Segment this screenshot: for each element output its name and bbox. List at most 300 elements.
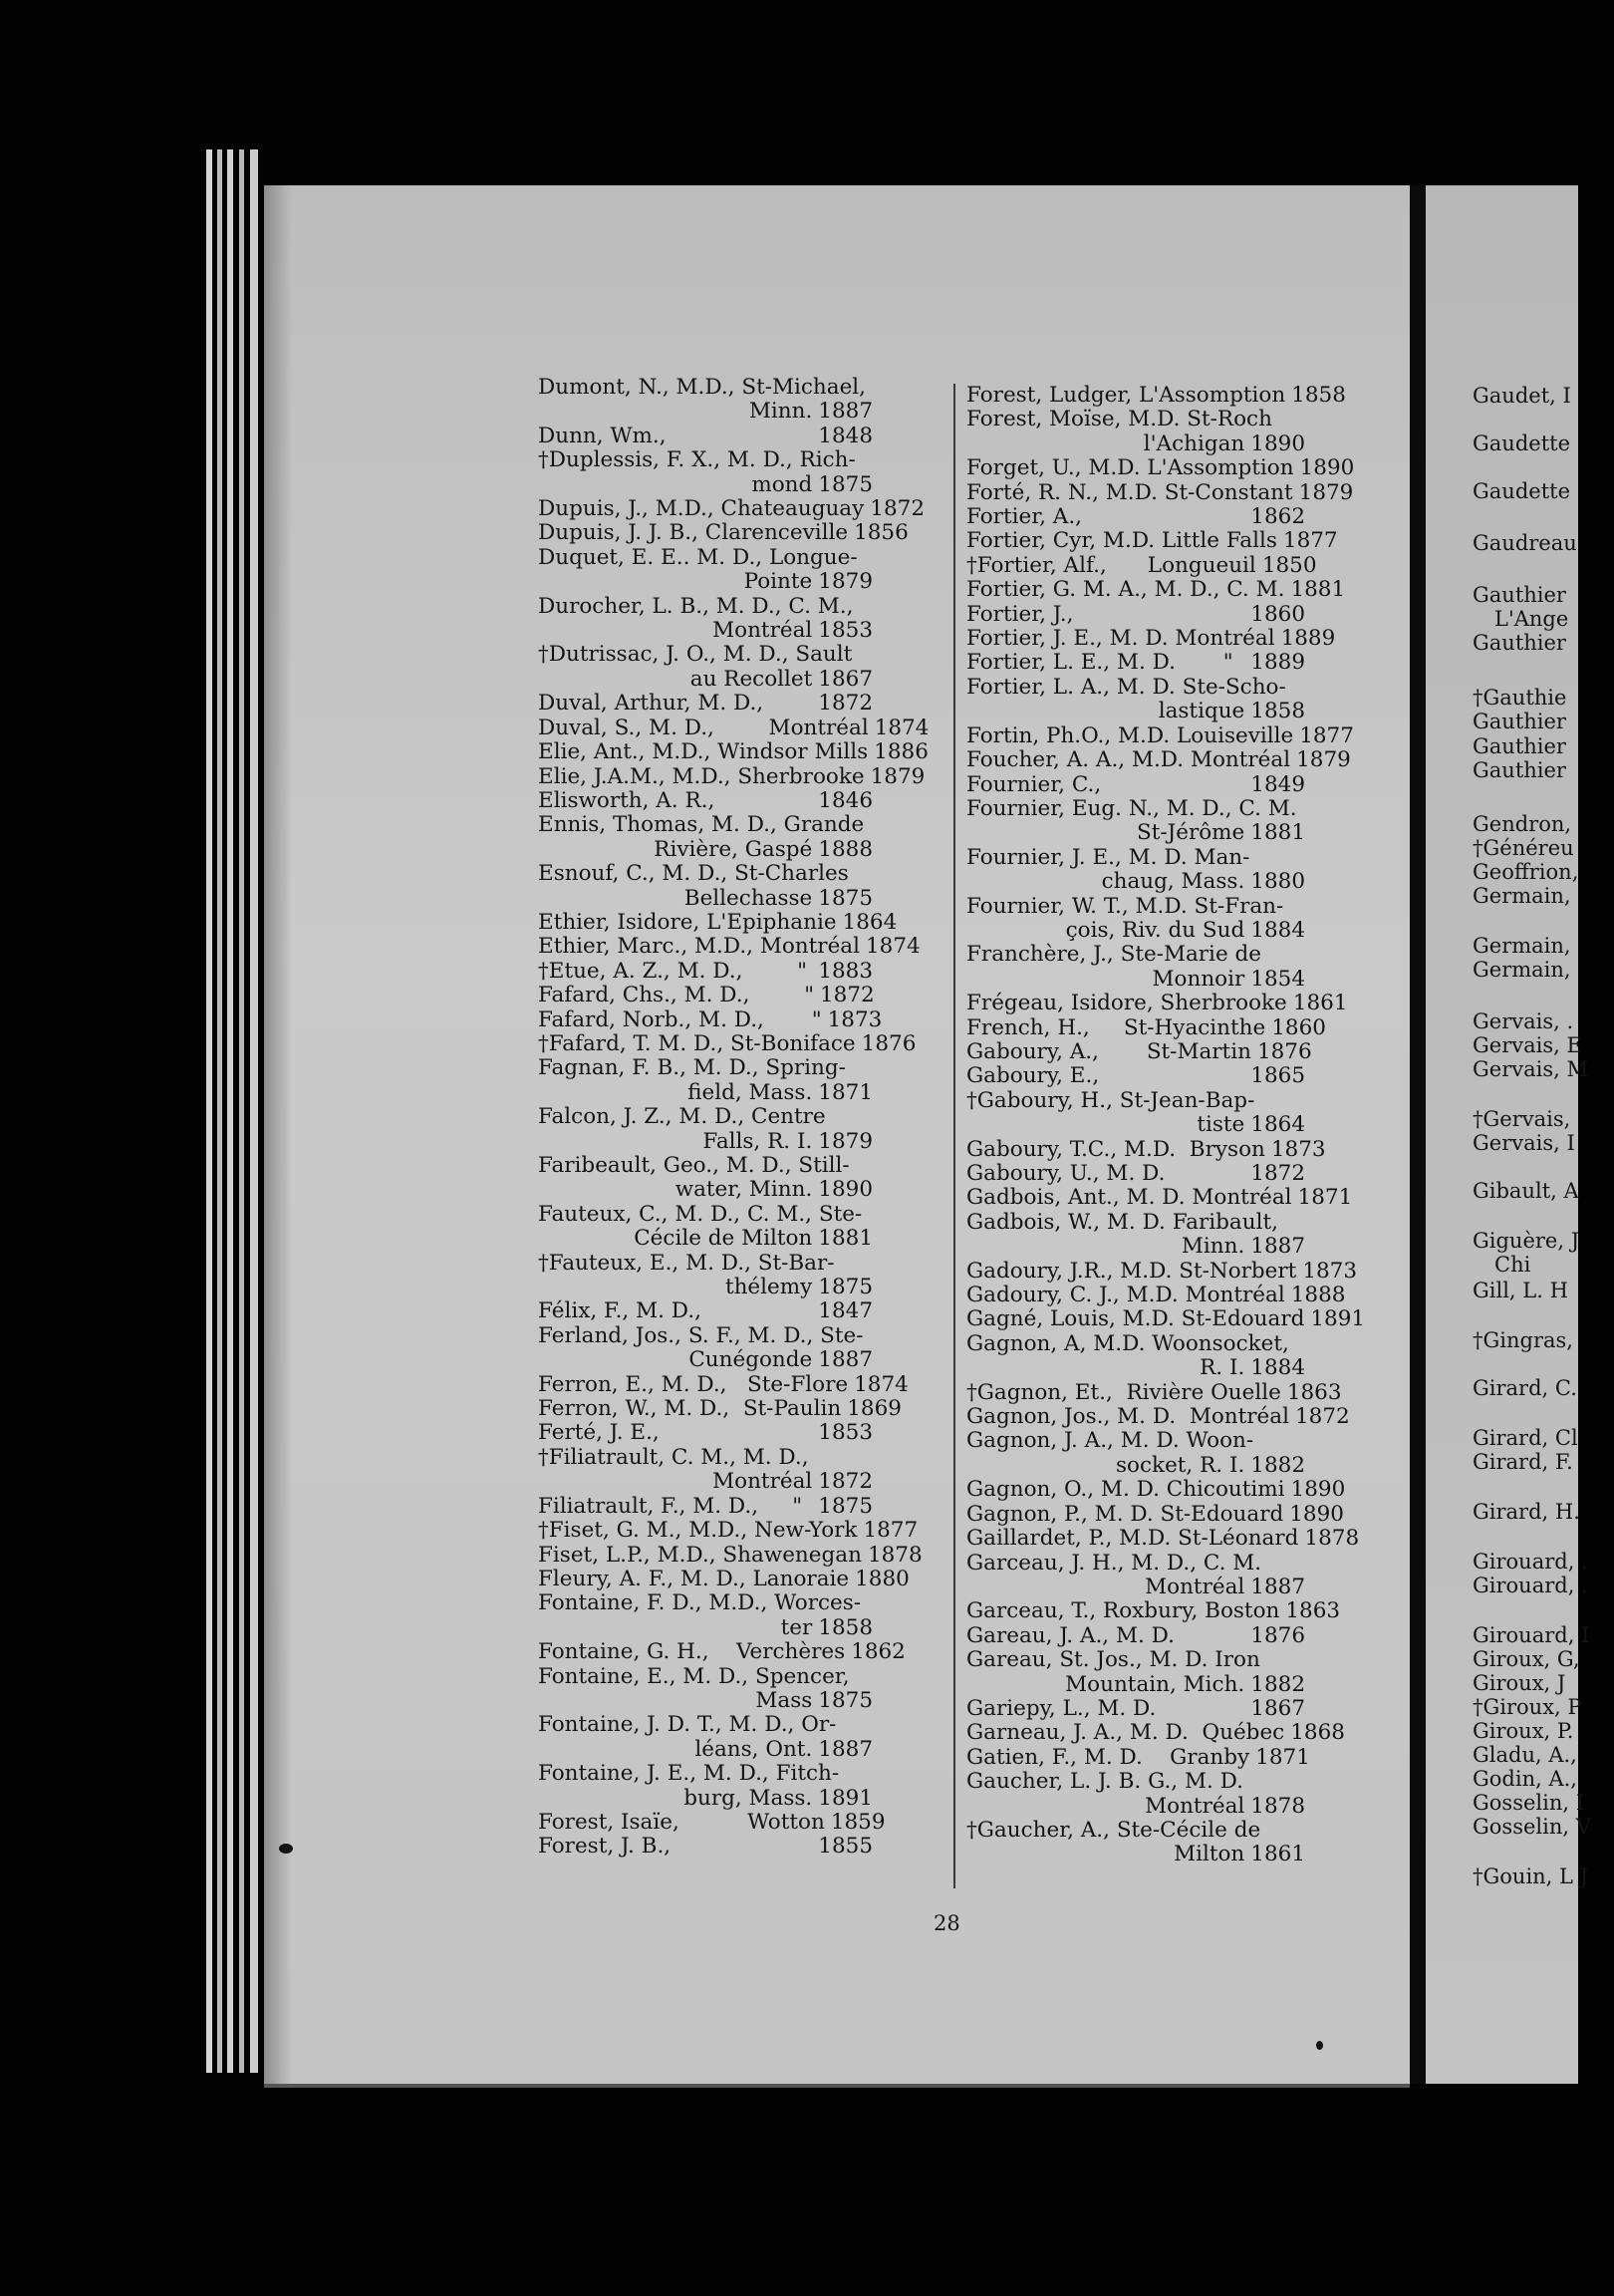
entry-year: 1884 — [1250, 917, 1305, 943]
facing-page-entry: Gauthier — [1473, 583, 1566, 607]
entry-name: Dupuis, J., M.D., Chateauguay — [538, 496, 865, 522]
entry-name: Gaillardet, P., M.D. St-Léonard — [966, 1526, 1299, 1552]
directory-entry — [966, 455, 1355, 481]
entry-name: Fafard, Norb., M. D., " — [538, 1006, 822, 1032]
directory-entry — [966, 773, 1305, 797]
entry-name: Gadbois, Ant., M. D. Montréal — [966, 1185, 1292, 1211]
entry-name: †Gagnon, Et., Rivière Ouelle — [966, 1379, 1281, 1405]
entry-line — [966, 1624, 1305, 1648]
facing-page-entry: Gosselin, I — [1473, 1791, 1585, 1815]
entry-name: Ferland, Jos., S. F., M. D., Ste- — [538, 1322, 864, 1348]
column-divider — [953, 384, 955, 1888]
entry-year: 1873 — [1302, 1258, 1358, 1284]
entry-line — [966, 1014, 1326, 1040]
entry-name: †Duplessis, F. X., M. D., Rich- — [538, 447, 856, 473]
directory-entry — [538, 1252, 873, 1300]
entry-year: 1855 — [818, 1834, 873, 1860]
entry-line — [966, 1185, 1353, 1211]
entry-name: Gadbois, W., M. D. Faribault, — [966, 1209, 1278, 1235]
entry-name: Gagnon, O., M. D. Chicoutimi — [966, 1477, 1285, 1503]
entry-name: Fagnan, F. B., M. D., Spring- — [538, 1055, 846, 1081]
entry-continuation: Pointe — [743, 569, 813, 595]
entry-continuation: R. I. — [1200, 1355, 1245, 1381]
page-number: 28 — [934, 1911, 960, 1935]
entry-name: Elisworth, A. R., — [538, 787, 715, 813]
entry-year: 1880 — [855, 1566, 910, 1591]
entry-year: 1890 — [1250, 430, 1305, 456]
entry-line — [966, 1136, 1326, 1162]
directory-entry — [966, 943, 1305, 992]
entry-year: 1860 — [1271, 1014, 1326, 1040]
entry-year: 1881 — [818, 1226, 873, 1252]
entry-year: 1879 — [1296, 747, 1351, 773]
directory-entry — [538, 1030, 917, 1056]
directory-entry — [966, 1306, 1366, 1332]
facing-page-entry: Girouard, . — [1473, 1574, 1588, 1597]
directory-entry — [538, 1809, 886, 1835]
directory-entry — [966, 626, 1336, 652]
directory-entry — [966, 1477, 1346, 1503]
entry-name: Forté, R. N., M.D. St-Constant — [966, 479, 1293, 505]
directory-entry — [538, 425, 873, 448]
entry-continuation-line — [538, 668, 873, 692]
entry-year: 1877 — [1282, 528, 1338, 554]
entry-name: Fortier, G. M. A., M. D., C. M. — [966, 577, 1285, 603]
entry-line — [538, 1835, 873, 1859]
directory-entry — [966, 1624, 1305, 1648]
directory-entry — [538, 1203, 873, 1252]
entry-year: 1890 — [1289, 1501, 1344, 1527]
facing-page-entry: Gervais, E — [1473, 1033, 1582, 1057]
entry-line — [966, 1501, 1344, 1527]
facing-page-entry: Gaudet, I — [1473, 384, 1571, 408]
entry-year: 1879 — [1298, 479, 1354, 505]
entry-name: Gadoury, J.R., M.D. St-Norbert — [966, 1258, 1297, 1284]
directory-entry — [966, 603, 1305, 627]
directory-entry — [538, 763, 926, 789]
entry-name: †Gaucher, A., Ste-Cécile de — [966, 1817, 1261, 1843]
directory-entry — [966, 722, 1354, 748]
entry-year: 1877 — [863, 1518, 919, 1544]
entry-line — [538, 1299, 873, 1323]
entry-name: Fontaine, G. H., Verchères — [538, 1639, 846, 1665]
entry-year: 1865 — [1250, 1063, 1305, 1089]
entry-year: 1889 — [1250, 650, 1305, 676]
entry-year: 1875 — [818, 471, 873, 497]
entry-year: 1891 — [818, 1785, 873, 1811]
entry-line — [966, 1379, 1342, 1405]
entry-name: Duval, Arthur, M. D., — [538, 691, 764, 717]
entry-name: Durocher, L. B., M. D., C. M., — [538, 593, 854, 619]
entry-continuation: lastique — [1158, 699, 1245, 724]
entry-name: French, H., St-Hyacinthe — [966, 1014, 1266, 1040]
entry-name: Fortier, L. E., M. D. " — [966, 650, 1233, 676]
entry-year: 1872 — [818, 1469, 873, 1495]
entry-year: 1860 — [1250, 601, 1305, 627]
entry-line — [966, 1306, 1366, 1332]
entry-continuation-line — [538, 1348, 873, 1372]
entry-line — [538, 1421, 873, 1445]
facing-page-entry: Chi — [1494, 1253, 1531, 1277]
entry-continuation-line — [538, 1470, 873, 1494]
directory-entry — [966, 991, 1348, 1016]
facing-page-entry: Girouard, . — [1473, 1550, 1588, 1574]
entry-name: Ethier, Marc., M.D., Montréal — [538, 934, 860, 960]
entry-name: Gagnon, Jos., M. D. Montréal — [966, 1404, 1289, 1430]
directory-entry — [538, 1762, 873, 1811]
entry-continuation-line — [966, 1576, 1305, 1599]
directory-entry — [538, 1835, 873, 1859]
entry-name: Ferron, W., M. D., St-Paulin — [538, 1396, 842, 1422]
directory-entry — [538, 1639, 906, 1665]
entry-name: Duquet, E. E.. M. D., Longue- — [538, 544, 858, 570]
entry-line — [538, 1495, 873, 1519]
entry-continuation-line — [538, 1689, 873, 1713]
directory-entry — [966, 747, 1351, 773]
facing-page-entry: Gaudette — [1473, 431, 1570, 455]
entry-continuation-line — [966, 1843, 1305, 1866]
directory-entry — [966, 408, 1305, 456]
entry-year: 1862 — [851, 1639, 906, 1665]
entry-year: 1879 — [818, 1128, 873, 1154]
facing-page-entry: †Giroux, P — [1473, 1695, 1582, 1719]
entry-continuation: çois, Riv. du Sud — [1065, 917, 1245, 943]
directory-entry — [538, 520, 909, 546]
entry-continuation-line — [538, 473, 873, 497]
entry-year: 1877 — [1299, 722, 1354, 748]
entry-continuation: Cunégonde — [688, 1347, 813, 1373]
directory-entry — [538, 448, 873, 497]
entry-name: †Etue, A. Z., M. D., " — [538, 958, 807, 984]
entry-name: Filiatrault, F., M. D., " — [538, 1493, 803, 1519]
directory-entry — [966, 1552, 1305, 1600]
entry-name: Fontaine, J. D. T., M. D., Or- — [538, 1712, 837, 1738]
directory-entry — [966, 1501, 1344, 1527]
facing-page-entry: Gauthier — [1473, 758, 1566, 782]
entry-name: Fortier, A., — [966, 504, 1082, 530]
entry-continuation-line — [966, 870, 1305, 894]
directory-entry — [966, 505, 1305, 529]
directory-entry — [538, 1056, 873, 1105]
directory-entry — [538, 1324, 873, 1373]
facing-page-entry: Godin, A., — [1473, 1767, 1577, 1791]
entry-year: 1874 — [854, 1371, 909, 1397]
facing-page-entry: Gervais, . — [1473, 1009, 1574, 1033]
entry-year: 1858 — [818, 1614, 873, 1640]
entry-year: 1878 — [867, 1542, 923, 1568]
facing-page-entry: Gauthier — [1473, 734, 1566, 758]
entry-year: 1853 — [818, 1420, 873, 1446]
entry-year: 1864 — [842, 909, 898, 935]
entry-name: Garceau, T., Roxbury, Boston — [966, 1598, 1280, 1624]
entry-year: 1888 — [818, 836, 873, 862]
facing-page-entry: Girard, F. — [1473, 1450, 1573, 1474]
facing-page-entry: Gaudette — [1473, 479, 1570, 503]
directory-entry — [966, 1404, 1350, 1430]
entry-continuation: Minn. — [1181, 1234, 1245, 1260]
entry-year: 1884 — [1250, 1355, 1305, 1381]
directory-entry — [966, 1526, 1360, 1552]
entry-name: Dumont, N., M.D., St-Michael, — [538, 375, 866, 400]
entry-line — [966, 626, 1336, 652]
entry-continuation-line — [966, 919, 1305, 943]
entry-line — [966, 1038, 1312, 1064]
facing-page-entry: Gill, L. H — [1473, 1279, 1568, 1302]
entry-continuation-line — [966, 1673, 1305, 1697]
facing-page-entry: Geoffrion, — [1473, 860, 1579, 884]
directory-entry — [538, 1006, 883, 1032]
directory-entry — [538, 1518, 919, 1544]
entry-year: 1869 — [847, 1396, 902, 1422]
directory-entry — [966, 846, 1305, 895]
entry-continuation-line — [538, 1178, 873, 1202]
entry-line — [966, 455, 1355, 481]
entry-name: †Fortier, Alf., Longueuil — [966, 552, 1256, 578]
directory-entry — [538, 692, 873, 716]
entry-line — [538, 496, 925, 522]
entry-continuation-line — [538, 1227, 873, 1251]
entry-year: 1887 — [1250, 1234, 1305, 1260]
entry-continuation: mond — [751, 471, 813, 497]
entry-year: 1890 — [818, 1177, 873, 1203]
directory-entry — [966, 1258, 1358, 1284]
entry-year: 1849 — [1250, 771, 1305, 797]
entry-year: 1871 — [818, 1079, 873, 1105]
facing-page-entry: L'Ange — [1494, 607, 1569, 631]
entry-continuation-line — [966, 821, 1305, 845]
entry-line — [538, 1030, 917, 1056]
entry-continuation: water, Minn. — [674, 1177, 813, 1203]
facing-page-entry: Girouard, I — [1473, 1623, 1590, 1647]
entry-name: Garneau, J. A., M. D. Québec — [966, 1720, 1285, 1746]
entry-line — [966, 747, 1351, 773]
directory-entry — [538, 960, 873, 984]
entry-continuation-line — [966, 700, 1305, 723]
directory-entry — [538, 546, 873, 595]
directory-entry — [538, 813, 873, 862]
entry-line — [966, 1744, 1310, 1770]
entry-name: †Fauteux, E., M. D., St-Bar- — [538, 1250, 835, 1276]
entry-continuation: Cécile de Milton — [634, 1226, 813, 1252]
entry-year: 1882 — [1250, 1671, 1305, 1697]
directory-entry — [538, 1371, 909, 1397]
entry-line — [966, 577, 1346, 603]
entry-name: Duval, S., M. D., Montréal — [538, 715, 869, 740]
entry-line — [538, 425, 873, 448]
entry-name: Forest, J. B., — [538, 1834, 672, 1860]
entry-year: 1875 — [818, 1687, 873, 1713]
entry-continuation: Minn. — [748, 399, 813, 425]
entry-line — [966, 1064, 1305, 1088]
entry-line — [966, 552, 1317, 578]
entry-line — [966, 991, 1348, 1016]
directory-entry — [538, 496, 925, 522]
entry-line — [538, 960, 873, 984]
entry-line — [538, 1371, 909, 1397]
entry-year: 1856 — [854, 520, 909, 546]
directory-entry — [966, 1598, 1341, 1624]
entry-year: 1871 — [1255, 1744, 1310, 1770]
facing-page-entry: Gervais, I — [1473, 1131, 1575, 1155]
directory-entry — [538, 909, 898, 935]
directory-entry — [966, 1819, 1305, 1867]
directory-entry — [966, 1211, 1305, 1260]
entry-name: †Fafard, T. M. D., St-Boniface — [538, 1030, 856, 1056]
entry-line — [538, 1566, 910, 1591]
facing-page-entry: Gibault, A — [1473, 1179, 1579, 1203]
ink-speck — [279, 1844, 293, 1854]
entry-year: 1872 — [1250, 1161, 1305, 1186]
entry-year: 1878 — [1304, 1526, 1360, 1552]
entry-line — [966, 528, 1338, 554]
facing-page-entry: Girard, C. — [1473, 1376, 1577, 1400]
facing-page-entry: Giroux, G, — [1473, 1647, 1580, 1671]
directory-entry — [538, 1713, 873, 1762]
facing-page-entry: Giroux, P. — [1473, 1719, 1574, 1743]
entry-continuation: au Recollet — [689, 666, 813, 692]
entry-year: 1872 — [819, 983, 875, 1008]
entry-line — [966, 603, 1305, 627]
book-gutter — [1410, 185, 1426, 2084]
entry-line — [538, 984, 873, 1007]
entry-name: Gariepy, L., M. D. — [966, 1695, 1157, 1721]
entry-name: Fleury, A. F., M. D., Lanoraie — [538, 1566, 850, 1591]
entry-year: 1873 — [827, 1006, 883, 1032]
entry-line — [538, 1396, 902, 1422]
entry-name: †Fiset, G. M., M.D., New-York — [538, 1518, 858, 1544]
entry-continuation-line — [966, 1235, 1305, 1259]
entry-name: Fontaine, E., M. D., Spencer, — [538, 1663, 850, 1689]
entry-year: 1858 — [1250, 699, 1305, 724]
entry-name: Gareau, J. A., M. D. — [966, 1622, 1175, 1648]
entry-name: Fortier, Cyr, M.D. Little Falls — [966, 528, 1277, 554]
entry-year: 1846 — [818, 787, 873, 813]
directory-entry — [538, 934, 921, 960]
entry-name: Félix, F., M. D., — [538, 1298, 701, 1324]
entry-year: 1879 — [818, 569, 873, 595]
directory-entry — [538, 1154, 873, 1203]
entry-continuation-line — [538, 838, 873, 862]
entry-continuation-line — [966, 1113, 1305, 1137]
entry-year: 1883 — [818, 958, 873, 984]
directory-entry — [966, 383, 1346, 408]
entry-continuation-line — [538, 1738, 873, 1762]
entry-year: 1868 — [1290, 1720, 1345, 1746]
directory-entry — [966, 1064, 1305, 1088]
entry-line — [966, 1697, 1305, 1721]
entry-name: Gadoury, C. J., M.D. Montréal — [966, 1283, 1285, 1308]
entry-continuation: tiste — [1197, 1112, 1245, 1138]
entry-name: Gagné, Louis, M.D. St-Edouard — [966, 1306, 1305, 1332]
entry-name: †Filiatrault, C. M., M. D., — [538, 1444, 809, 1470]
entry-line — [538, 520, 909, 546]
directory-entry — [966, 1283, 1346, 1308]
entry-year: 1876 — [1256, 1038, 1312, 1064]
entry-name: Fournier, Eug. N., M. D., C. M. — [966, 795, 1297, 821]
entry-name: Elie, Ant., M.D., Windsor Mills — [538, 739, 869, 765]
entry-line — [538, 1639, 906, 1665]
facing-page-entry: Gervais, M — [1473, 1057, 1588, 1081]
directory-entry — [538, 739, 929, 765]
facing-page-entry: Germain, — [1473, 884, 1571, 908]
entry-name: Esnouf, C., M. D., St-Charles — [538, 861, 849, 887]
directory-entry — [538, 1421, 873, 1445]
directory-entry — [538, 715, 930, 740]
facing-page-entry: †Généreu — [1473, 836, 1574, 860]
entry-continuation: Mountain, Mich. — [1065, 1671, 1245, 1697]
entry-continuation: l'Achigan — [1143, 430, 1245, 456]
entry-line — [538, 692, 873, 716]
entry-line — [538, 909, 898, 935]
facing-page-entry: Gauthier — [1473, 710, 1566, 733]
entry-year: 1875 — [818, 1493, 873, 1519]
directory-entry — [966, 1697, 1305, 1721]
entry-year: 1854 — [1250, 966, 1305, 992]
directory-entry — [966, 1429, 1305, 1478]
entry-continuation-line — [966, 432, 1305, 456]
entry-name: †Dutrissac, J. O., M. D., Sault — [538, 642, 853, 668]
entry-name: Fournier, C., — [966, 771, 1102, 797]
entry-year: 1880 — [1250, 869, 1305, 895]
entry-continuation: thélemy — [724, 1275, 813, 1300]
entry-name: Garceau, J. H., M. D., C. M. — [966, 1550, 1262, 1576]
directory-entry — [966, 797, 1305, 846]
entry-line — [538, 763, 926, 789]
entry-name: Fournier, W. T., M.D. St-Fran- — [966, 893, 1284, 919]
entry-name: Fiset, L.P., M.D., Shawenegan — [538, 1542, 862, 1568]
entry-year: 1867 — [818, 666, 873, 692]
entry-year: 1890 — [1290, 1477, 1346, 1503]
entry-continuation-line — [538, 887, 873, 911]
entry-year: 1873 — [1270, 1136, 1326, 1162]
directory-entry — [966, 1136, 1326, 1162]
facing-page-entry: Girard, Cl — [1473, 1426, 1578, 1450]
directory-entry — [966, 676, 1305, 724]
entry-continuation-line — [966, 1454, 1305, 1478]
directory-entry — [538, 376, 873, 425]
entry-name: Fontaine, F. D., M.D., Worces- — [538, 1590, 862, 1616]
directory-entry — [538, 1105, 873, 1154]
directory-entry — [538, 1591, 873, 1640]
entry-line — [966, 1283, 1346, 1308]
directory-entry — [538, 1542, 923, 1568]
facing-page-entry: Germain, — [1473, 958, 1571, 982]
entry-line — [538, 934, 921, 960]
facing-page-entry: Gladu, A., — [1473, 1743, 1577, 1767]
entry-name: Gaboury, A., St-Martin — [966, 1038, 1251, 1064]
entry-continuation-line — [538, 1787, 873, 1811]
directory-entry — [966, 1379, 1342, 1405]
entry-line — [966, 1258, 1358, 1284]
directory-entry — [538, 1665, 873, 1714]
entry-continuation: Montréal — [1145, 1574, 1245, 1599]
directory-entry — [966, 1185, 1353, 1211]
directory-entry — [966, 1162, 1305, 1186]
facing-page-entry: Giguère, J — [1473, 1229, 1580, 1253]
entry-line — [966, 722, 1354, 748]
directory-entry — [538, 984, 873, 1007]
facing-page-entry: Gaudreau — [1473, 531, 1577, 555]
directory-entry — [966, 577, 1346, 603]
entry-name: Gaboury, T.C., M.D. Bryson — [966, 1136, 1265, 1162]
entry-continuation: Montréal — [1145, 1793, 1245, 1819]
facing-page-entry: Gendron, — [1473, 812, 1572, 836]
entry-name: Frégeau, Isidore, Sherbrooke — [966, 991, 1287, 1016]
entry-name: Gaboury, E., — [966, 1063, 1100, 1089]
entry-year: 1862 — [1250, 504, 1305, 530]
entry-continuation: Monnoir — [1152, 966, 1245, 992]
entry-continuation-line — [966, 1795, 1305, 1819]
